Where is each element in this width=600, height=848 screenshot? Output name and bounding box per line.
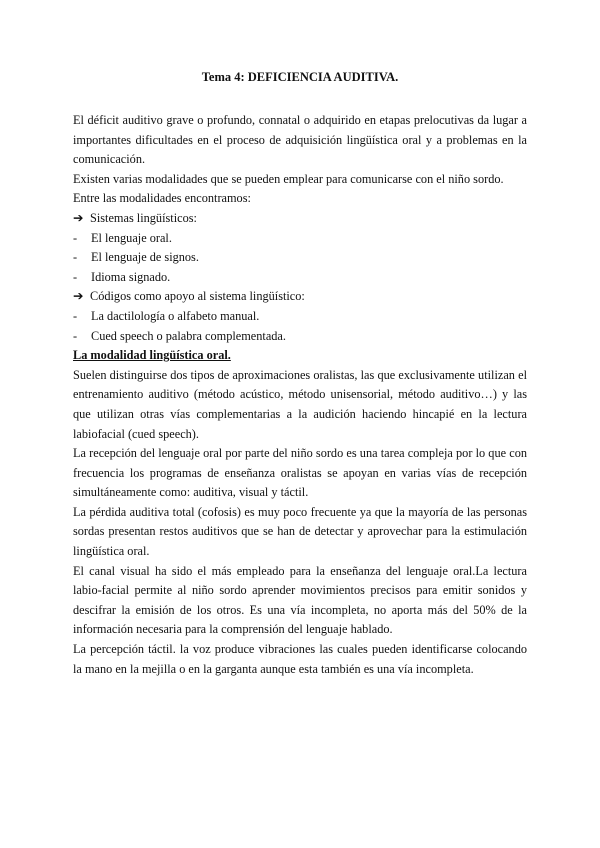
sub-list-label: Idioma signado.	[91, 269, 171, 284]
section-paragraph: La pérdida auditiva total (cofosis) es muy poco frecuente ya que la mayoría de las personas sordas presentan restos auditivos que se han de detectar y aprovechar para la estimulación lingüística oral.	[73, 504, 527, 559]
section-heading: La modalidad lingüística oral.	[73, 348, 231, 363]
list-item-systems	[73, 209, 527, 229]
dash-bullet: -	[73, 250, 78, 265]
sub-list-item	[73, 229, 527, 249]
sub-list-label: La dactilología o alfabeto manual.	[91, 308, 260, 323]
list-item-codes	[73, 287, 527, 307]
list-label: Códigos como apoyo al sistema lingüístico:	[90, 289, 305, 304]
intro-paragraph: Existen varias modalidades que se pueden emplear para comunicarse con el niño sordo.	[73, 171, 504, 186]
sub-list-item	[73, 248, 527, 268]
intro-paragraph: Entre las modalidades encontramos:	[73, 191, 251, 206]
document-title: Tema 4: DEFICIENCIA AUDITIVA.	[201, 70, 399, 84]
sub-list-item	[73, 268, 527, 288]
dash-bullet: -	[73, 230, 78, 245]
sub-list-item	[73, 327, 527, 347]
sub-list-label: El lenguaje de signos.	[91, 250, 199, 265]
list-label: Sistemas lingüísticos:	[90, 210, 197, 225]
dash-bullet: -	[73, 308, 78, 323]
sub-list-label: Cued speech o palabra complementada.	[91, 328, 286, 343]
sub-list-item	[73, 307, 527, 327]
dash-bullet: -	[73, 328, 78, 343]
sub-list-label: El lenguaje oral.	[91, 230, 172, 245]
section-paragraph: La recepción del lenguaje oral por parte del niño sordo es una tarea compleja por lo que con frecuencia los programas de enseñanza oralistas se apoyan en varias vías de recepción simultáneamente como: auditiva, visual y táctil.	[73, 446, 527, 500]
section-paragraph: Suelen distinguirse dos tipos de aproximaciones oralistas, las que exclusivamente utilizan el entrenamiento auditivo (método acústico, método unisensorial, método auditivo…) y las que utilizan otras vías complementarias a la audición haciendo hincapié en la lectura labiofacial (cued speech).	[73, 367, 527, 441]
dash-bullet: -	[73, 269, 78, 284]
arrow-icon: ➔	[73, 289, 84, 304]
section-paragraph: El canal visual ha sido el más empleado para la enseñanza del lenguaje oral.La lectura labio-facial permite al niño sordo aprender movimientos precisos para emitir sonidos y descifrar la emisión de los otros. Es una vía incompleta, no aporta más del 50% de la información necesaria para la comprensión del lenguaje hablado.	[73, 563, 527, 637]
arrow-icon: ➔	[73, 210, 84, 225]
section-paragraph: La percepción táctil. la voz produce vibraciones las cuales pueden identificarse colocando la mano en la mejilla o en la garganta aunque esta también es una vía incompleta.	[73, 642, 527, 676]
document-body	[73, 111, 527, 679]
intro-paragraph: El déficit auditivo grave o profundo, connatal o adquirido en etapas prelocutivas da lugar a importantes dificultades en el proceso de adquisición lingüística oral y a problemas en la comunicación.	[73, 113, 527, 167]
